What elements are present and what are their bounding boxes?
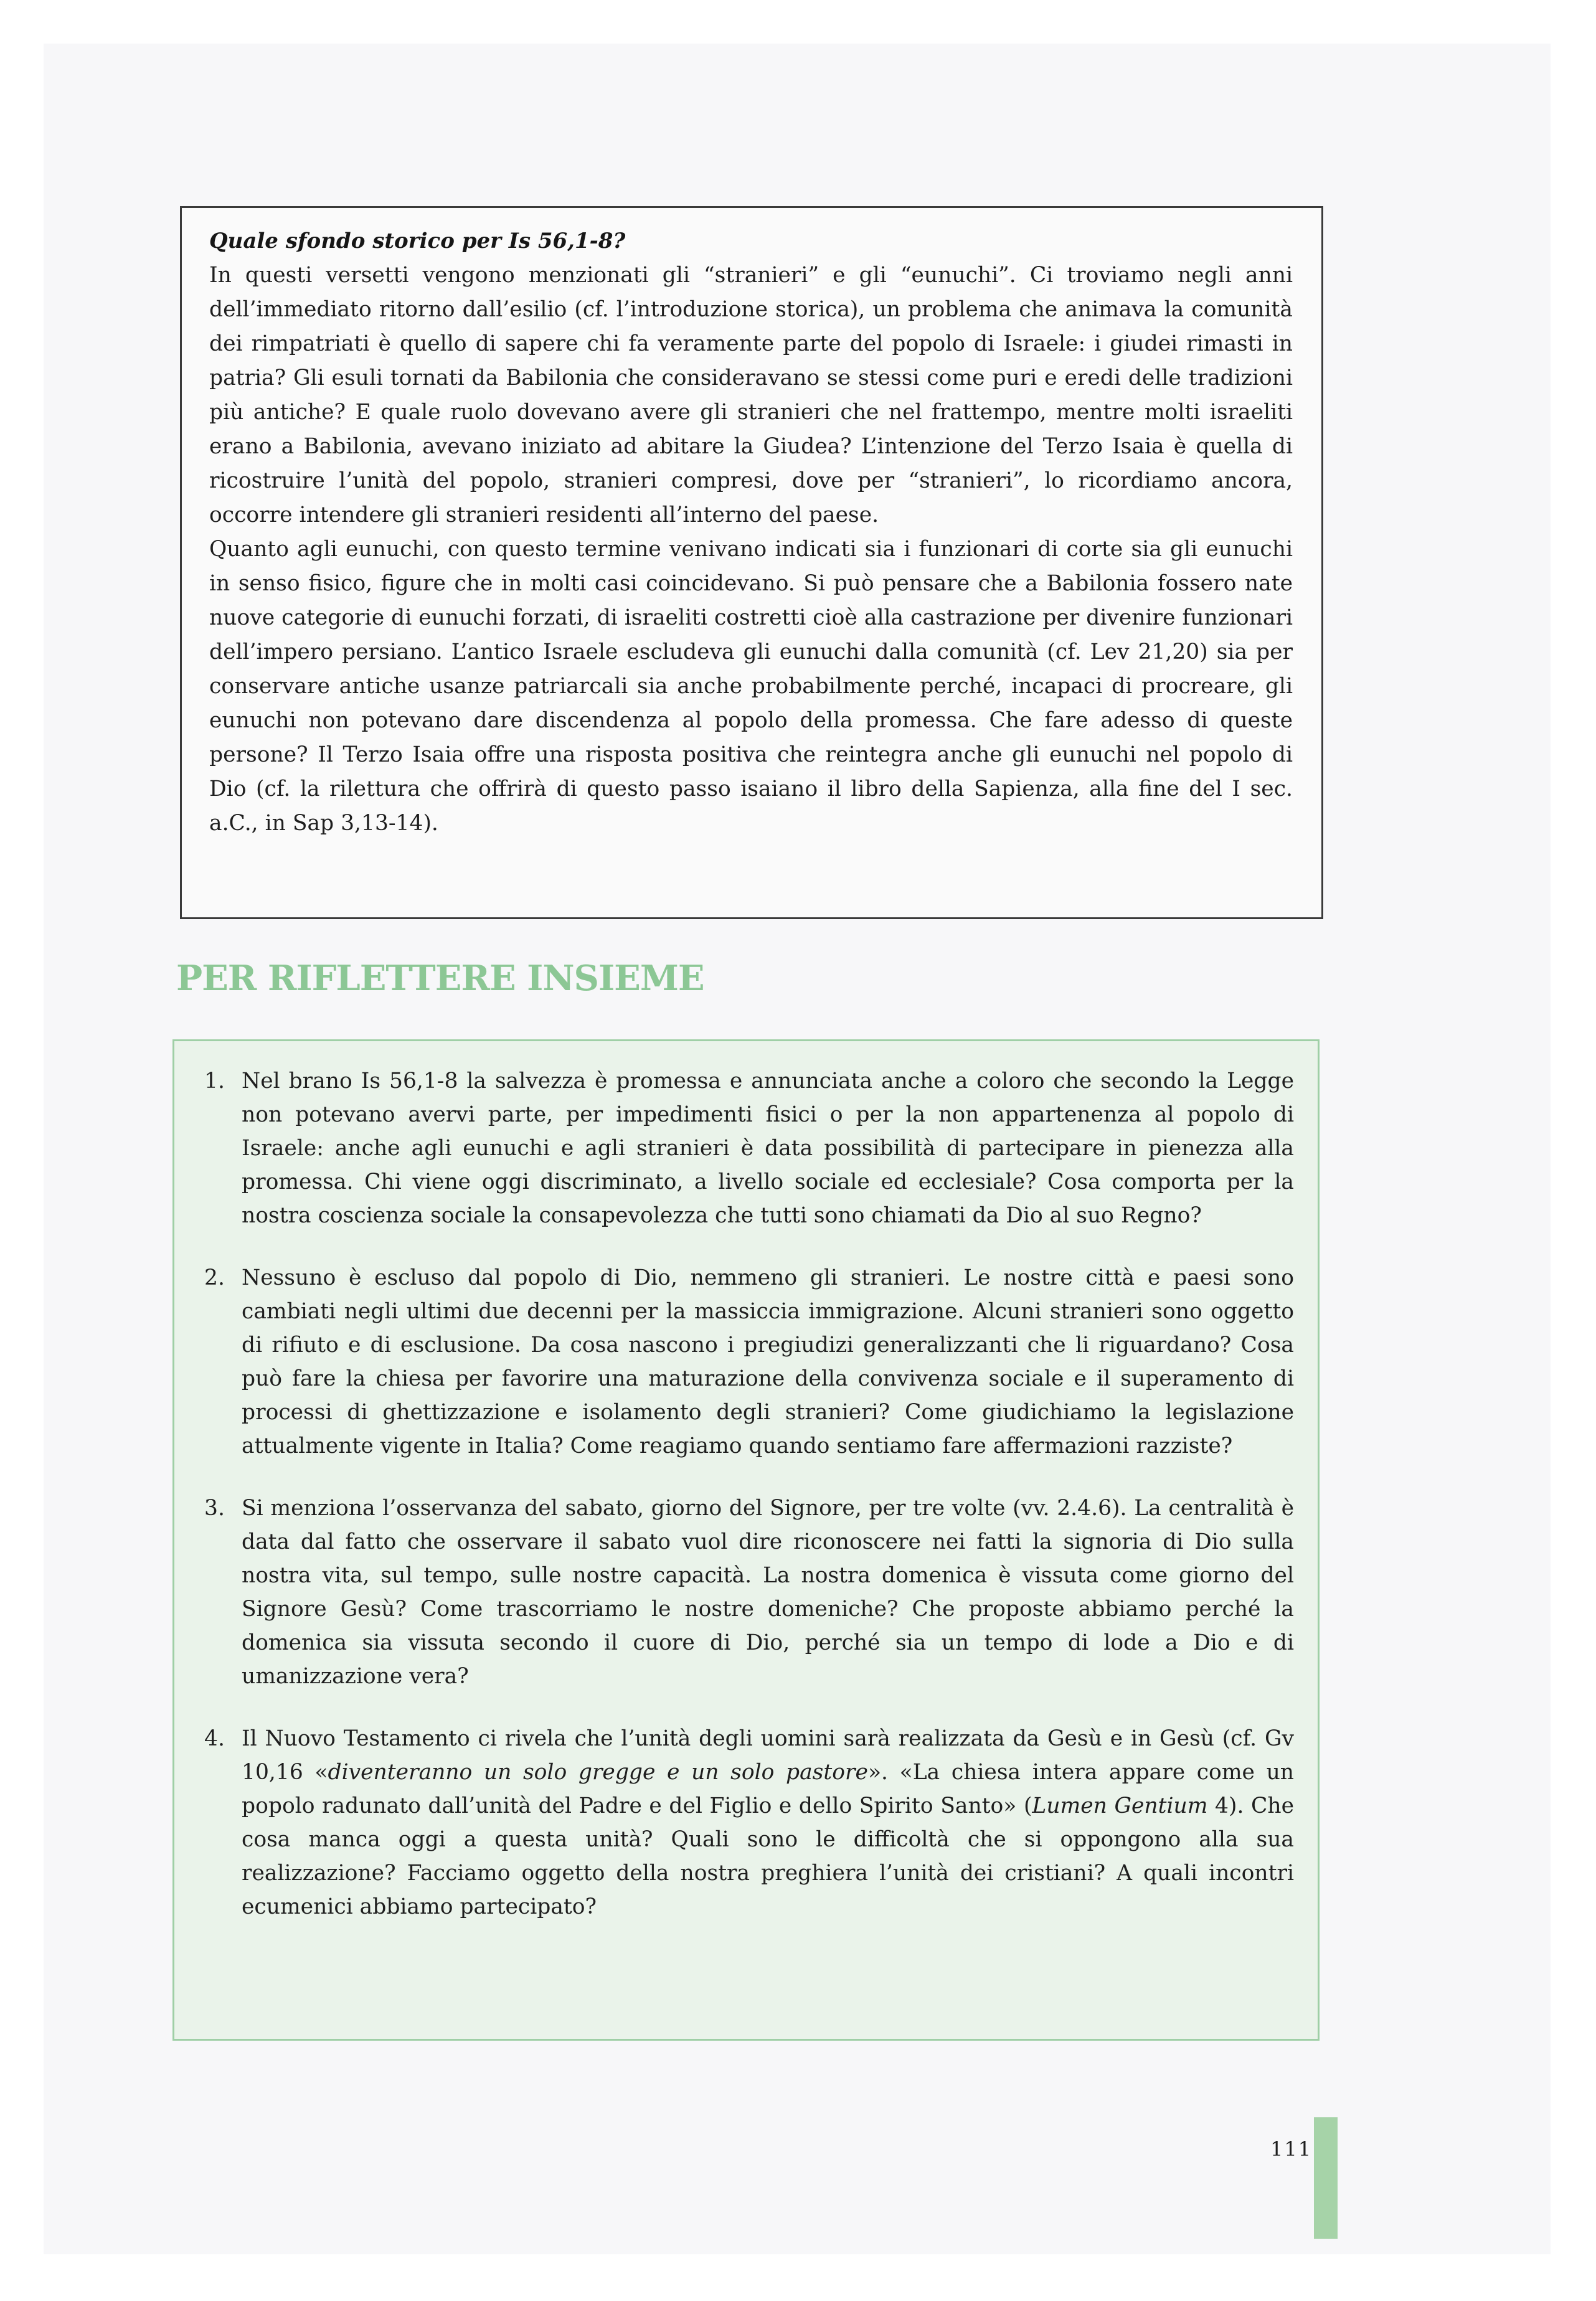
- question-text: [242, 1722, 1294, 1924]
- question-number: 3.: [204, 1496, 225, 1521]
- question-text: Si menziona l’osservanza del sabato, giorno del Signore, per tre volte (vv. 2.4.6). La centralità è data dal fatto che osservare il sabato vuol dire riconoscere nei fatti la signoria di Dio sulla nostra vita, sul tempo, sulle nostre capacità. La nostra domenica è vissuta come giorno del Signore Gesù? Come trascorriamo le nostre domeniche? Che proposte abbiamo perché la domenica sia vissuta secondo il cuore di Dio, perché sia un tempo di lode a Dio e di umanizzazione vera?: [242, 1496, 1294, 1689]
- question-text: Nessuno è escluso dal popolo di Dio, nemmeno gli stranieri. Le nostre città e paesi sono cambiati negli ultimi due decenni per la massiccia immigrazione. Alcuni stranieri sono oggetto di rifiuto e di esclusione. Da cosa nascono i pregiudizi generalizzanti che li riguardano? Cosa può fare la chiesa per favorire una maturazione della convivenza sociale e il superamento di processi di ghettizzazione e isolamento degli stranieri? Come giudichiamo la legislazione attualmente vigente in Italia? Come reagiamo quando sentiamo fare affermazioni razziste?: [242, 1265, 1294, 1458]
- question-number: 1.: [204, 1069, 225, 1094]
- box-paragraph-1: In questi versetti vengono menzionati gli “stranieri” e gli “eunuchi”. Ci troviamo negli anni dell’immediato ritorno dall’esilio (cf. l’introduzione storica), un problema che animava la comunità dei rimpatriati è quello di sapere chi fa veramente parte del popolo di Israele: i giudei rimasti in patria? Gli esuli tornati da Babilonia che consideravano se stessi come puri e eredi delle tradizioni più antiche? E quale ruolo dovevano avere gli stranieri che nel frattempo, mentre molti israeliti erano a Babilonia, avevano iniziato ad abitare la Giudea? L’intenzione del Terzo Isaia è quella di ricostruire l’unità del popolo, stranieri compresi, dove per “stranieri”, lo ricordiamo ancora, occorre intendere gli stranieri residenti all’interno del paese.: [209, 263, 1293, 527]
- section-heading: PER RIFLETTERE INSIEME: [176, 958, 704, 999]
- question-text-part: 4). Che cosa manca oggi a questa unità? Quali sono le difficoltà che si oppongono alla sua realizzazione? Facciamo oggetto della nostra preghiera l’unità dei cristiani? A quali incontri ecumenici abbiamo partecipato?: [242, 1793, 1294, 1919]
- question-item-4: [204, 1722, 1294, 1924]
- historical-background-box: [180, 206, 1323, 919]
- question-item-2: [204, 1261, 1294, 1463]
- question-text: Nel brano Is 56,1-8 la salvezza è promessa e annunciata anche a coloro che secondo la Legge non potevano avervi parte, per impedimenti fisici o per la non appartenenza al popolo di Israele: anche agli eunuchi e agli stranieri è data possibilità di partecipare in pienezza alla promessa. Chi viene oggi discriminato, a livello sociale ed ecclesiale? Cosa comporta per la nostra coscienza sociale la consapevolezza che tutti sono chiamati da Dio al suo Regno?: [242, 1069, 1294, 1228]
- reflection-questions-box: [172, 1039, 1320, 2041]
- page-number: 111: [1270, 2137, 1313, 2161]
- question-item-1: [204, 1064, 1294, 1232]
- box-title: Quale sfondo storico per Is 56,1-8?: [209, 229, 626, 253]
- question-number: 2.: [204, 1265, 225, 1290]
- question-text-part: ». «La chiesa intera appare come un popolo radunato dall’unità del Padre e del Figlio e dello Spirito Santo» (: [242, 1760, 1295, 1818]
- page-edge-tab: [1314, 2117, 1338, 2239]
- question-item-3: [204, 1491, 1294, 1693]
- document-title: Lumen Gentium: [1032, 1793, 1208, 1818]
- question-text-part: Il Nuovo Testamento ci rivela che l’unità degli uomini sarà realizzata da Gesù e in Gesù (cf. Gv 10,16 «: [242, 1726, 1294, 1785]
- box-paragraph-2: Quanto agli eunuchi, con questo termine venivano indicati sia i funzionari di corte sia gli eunuchi in senso fisico, figure che in molti casi coincidevano. Si può pensare che a Babilonia fossero nate nuove categorie di eunuchi forzati, di israeliti costretti cioè alla castrazione per divenire funzionari dell’impero persiano. L’antico Israele escludeva gli eunuchi dalla comunità (cf. Lev 21,20) sia per conservare antiche usanze patriarcali sia anche probabilmente perché, incapaci di procreare, gli eunuchi non potevano dare discendenza al popolo della promessa. Che fare adesso di queste persone? Il Terzo Isaia offre una risposta positiva che reintegra anche gli eunuchi nel popolo di Dio (cf. la rilettura che offrirà di questo passo isaiano il libro della Sapienza, alla fine del I sec. a.C., in Sap 3,13-14).: [209, 537, 1293, 836]
- gospel-quote: diventeranno un solo gregge e un solo pastore: [328, 1760, 868, 1785]
- question-number: 4.: [204, 1726, 225, 1751]
